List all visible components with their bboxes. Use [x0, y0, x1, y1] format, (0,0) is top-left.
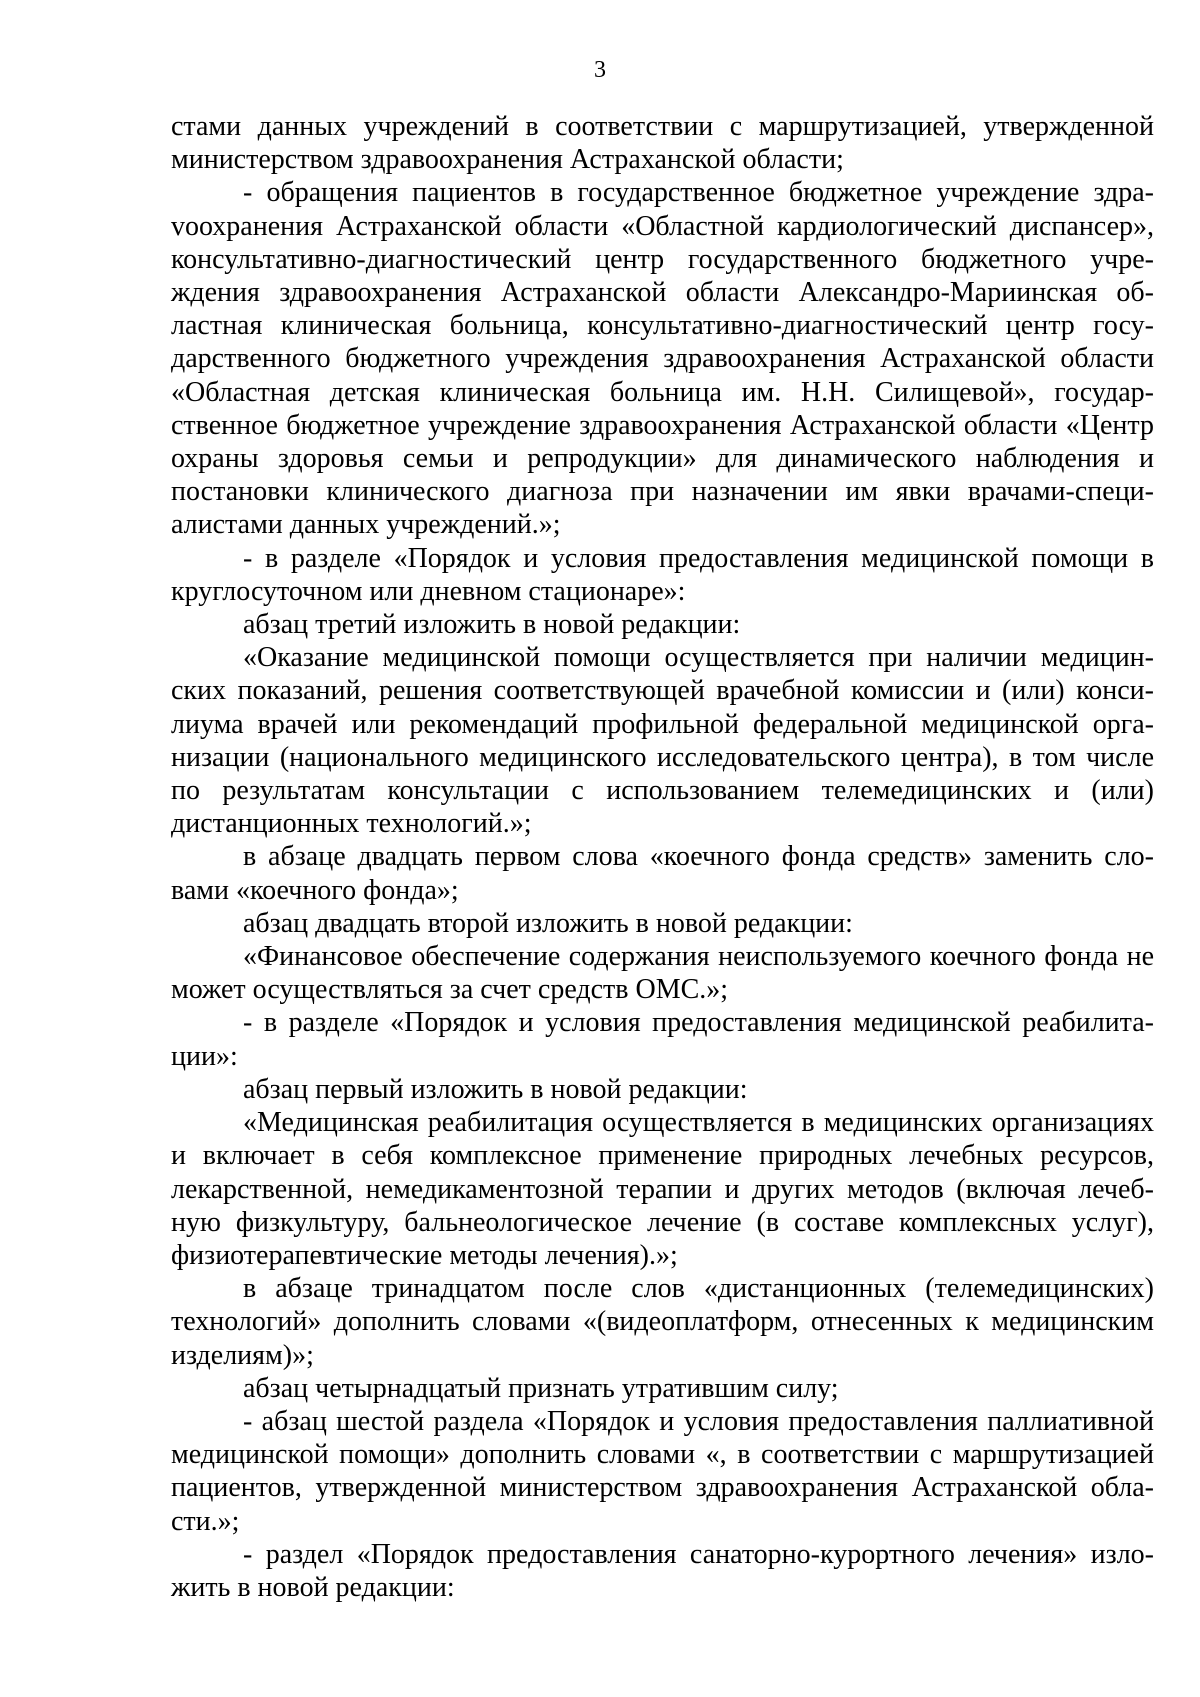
paragraph: - в разделе «Порядок и условия предоставления медицинской реабилитации»: [171, 1007, 1154, 1072]
paragraph: «Оказание медицинской помощи осуществляется при наличии медицинских показаний, решения соответствующей врачебной комиссии и (или) консилиума врачей или рекомендаций профильной федеральной медицинской организации (национального медицинского исследовательского центра), в том числе по результатам консультации с использованием телемедицинских и (или) дистанционных технологий.»; [171, 642, 1154, 840]
paragraph: абзац двадцать второй изложить в новой редакции: [243, 907, 853, 939]
paragraph: абзац четырнадцатый признать утратившим силу; [243, 1372, 839, 1404]
paragraph: - раздел «Порядок предоставления санаторно-курортного лечения» изложить в новой редакции: [171, 1538, 1154, 1603]
paragraph: - абзац шестой раздела «Порядок и условия предоставления паллиативной медицинской помощи» дополнить словами «, в соответствии с маршрутизацией пациентов, утвержденной министерством здравоохранения Астраханской области.»; [171, 1405, 1154, 1537]
paragraph: - обращения пациентов в государственное бюджетное учреждение здраvоохранения Астраханской области «Областной кардиологический диспансер», консультативно-диагностический центр государственного бюджетного учреждения здравоохранения Астраханской области Александро-Мариинская областная клиническая больница, консультативно-диагностический центр государственного бюджетного учреждения здравоохранения Астраханской области «Областная детская клиническая больница им. Н.Н. Силищевой», государственное бюджетное учреждение здравоохранения Астраханской области «Центр охраны здоровья семьи и репродукции» для динамического наблюдения и постановки клинического диагноза при назначении им явки врачами-специалистами данных учреждений.»; [171, 177, 1154, 541]
paragraph: «Финансовое обеспечение содержания неиспользуемого коечного фонда не может осуществляться за счет средств ОМС.»; [171, 941, 1154, 1006]
paragraph: в абзаце двадцать первом слова «коечного фонда средств» заменить словами «коечного фонда»; [171, 841, 1154, 906]
paragraph: абзац первый изложить в новой редакции: [243, 1073, 748, 1105]
paragraph: в абзаце тринадцатом после слов «дистанционных (телемедицинских) технологий» дополнить словами «(видеоплатформ, отнесенных к медицинским изделиям)»; [171, 1273, 1154, 1371]
paragraph: абзац третий изложить в новой редакции: [243, 609, 741, 641]
paragraph: - в разделе «Порядок и условия предоставления медицинской помощи в круглосуточном или дневном стационаре»: [171, 542, 1154, 607]
paragraph: стами данных учреждений в соответствии с маршрутизацией, утвержденной министерством здравоохранения Астраханской области; [171, 111, 1154, 176]
page-number: 3 [594, 57, 606, 83]
paragraph: «Медицинская реабилитация осуществляется в медицинских организациях и включает в себя комплексное применение природных лечебных ресурсов, лекарственной, немедикаментозной терапии и других методов (включая лечебную физкультуру, бальнеологическое лечение (в составе комплексных услуг), физиотерапевтические методы лечения).»; [171, 1107, 1154, 1271]
document-body [171, 110, 1154, 1604]
